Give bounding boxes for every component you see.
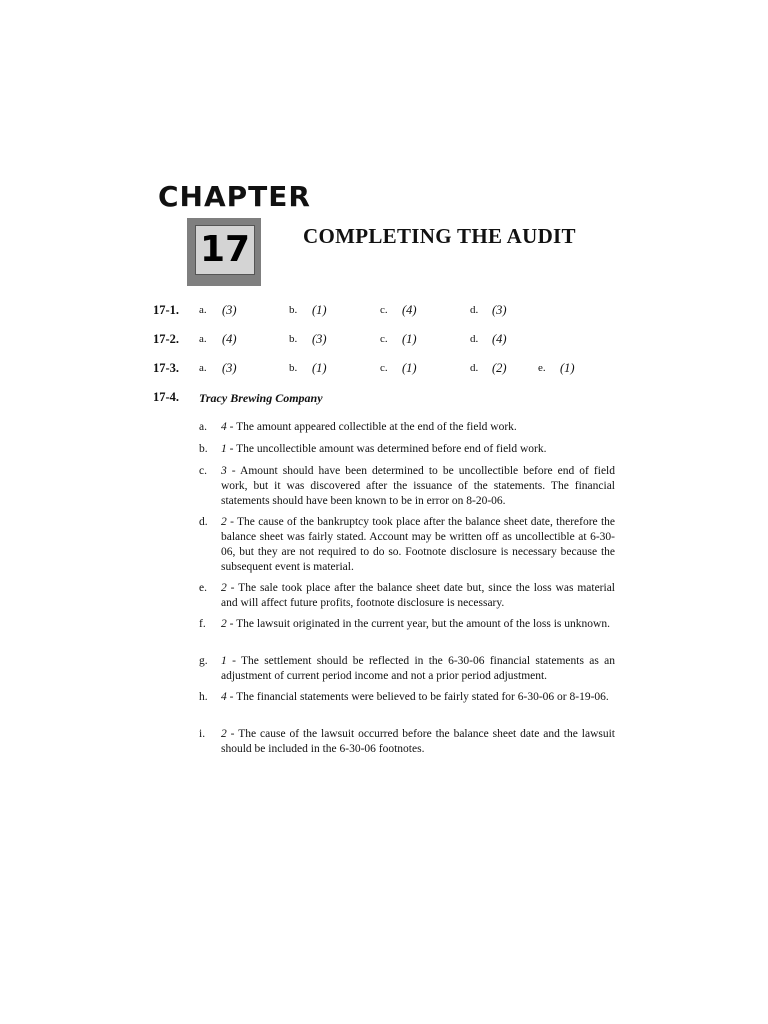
option-letter: d.	[470, 304, 479, 316]
item-letter: i.	[199, 728, 206, 740]
option-letter: c.	[380, 333, 388, 345]
item-letter: a.	[199, 421, 207, 433]
chapter-number: 17	[195, 225, 255, 275]
option-letter: b.	[289, 362, 298, 374]
question-number: 17-3.	[153, 361, 180, 375]
item-answer: 2	[221, 582, 227, 594]
case-item	[199, 690, 615, 705]
item-letter: h.	[199, 691, 208, 703]
chapter-title: COMPLETING THE AUDIT	[303, 224, 576, 248]
question-row	[0, 303, 768, 321]
option-letter: b.	[289, 333, 298, 345]
case-item	[199, 727, 615, 757]
item-text: - The settlement should be reflected in the 6-30-06 financial statements as an adjustment of current period income and not a prior period adjustment.	[221, 655, 615, 682]
option-answer: (1)	[402, 332, 417, 346]
option-answer: (4)	[492, 332, 507, 346]
option-letter: a.	[199, 333, 207, 345]
case-title: Tracy Brewing Company	[199, 391, 323, 405]
item-answer: 2	[221, 516, 227, 528]
option-letter: c.	[380, 304, 388, 316]
item-letter: d.	[199, 516, 208, 528]
option-letter: d.	[470, 333, 479, 345]
question-row	[0, 361, 768, 379]
case-item	[199, 654, 615, 684]
case-item	[199, 442, 615, 457]
item-answer: 4	[221, 421, 227, 433]
item-answer: 1	[221, 443, 227, 455]
option-answer: (1)	[560, 361, 575, 375]
option-letter: c.	[380, 362, 388, 374]
case-item	[199, 420, 615, 435]
option-answer: (3)	[222, 303, 237, 317]
case-item	[199, 617, 615, 632]
question-number: 17-1.	[153, 303, 180, 317]
item-letter: b.	[199, 443, 208, 455]
item-letter: e.	[199, 582, 207, 594]
option-letter: a.	[199, 362, 207, 374]
option-answer: (1)	[312, 303, 327, 317]
chapter-number-box	[187, 218, 261, 286]
option-letter: e.	[538, 362, 546, 374]
option-answer: (1)	[312, 361, 327, 375]
question-number: 17-2.	[153, 332, 180, 346]
option-letter: d.	[470, 362, 479, 374]
item-text: - The financial statements were believed to be fairly stated for 6-30-06 or 8-19-06.	[226, 691, 609, 703]
item-text: - The uncollectible amount was determined before end of field work.	[226, 443, 547, 455]
option-answer: (3)	[312, 332, 327, 346]
item-text: - The amount appeared collectible at the end of the field work.	[226, 421, 517, 433]
item-text: - The sale took place after the balance sheet date but, since the loss was material and will affect future profits, footnote disclosure is necessary.	[221, 582, 615, 609]
case-item	[199, 515, 615, 575]
item-text: - The cause of the bankruptcy took place after the balance sheet date, therefore the balance sheet was fairly stated. Account may be written off as uncollectible at 6-30-06, but they are not required to do so. Footnote disclosure is necessary because the subsequent event is material.	[221, 516, 615, 573]
option-answer: (2)	[492, 361, 507, 375]
item-letter: c.	[199, 465, 207, 477]
item-text: - Amount should have been determined to be uncollectible before end of field work, but it was discovered after the issuance of the statements. The financial statements should have been known to be in error on 8-20-06.	[221, 465, 615, 507]
case-item	[199, 464, 615, 509]
option-letter: a.	[199, 304, 207, 316]
case-item	[199, 581, 615, 611]
option-answer: (4)	[402, 303, 417, 317]
case-header	[0, 390, 768, 408]
option-answer: (3)	[222, 361, 237, 375]
item-answer: 4	[221, 691, 227, 703]
question-number: 17-4.	[153, 390, 180, 404]
option-answer: (1)	[402, 361, 417, 375]
item-answer: 2	[221, 728, 227, 740]
item-letter: g.	[199, 655, 208, 667]
option-letter: b.	[289, 304, 298, 316]
option-answer: (3)	[492, 303, 507, 317]
chapter-label: CHAPTER	[158, 180, 311, 213]
item-answer: 2	[221, 618, 227, 630]
item-answer: 1	[221, 655, 227, 667]
question-row	[0, 332, 768, 350]
item-letter: f.	[199, 618, 206, 630]
item-text: - The lawsuit originated in the current year, but the amount of the loss is unknown.	[226, 618, 610, 630]
option-answer: (4)	[222, 332, 237, 346]
item-text: - The cause of the lawsuit occurred before the balance sheet date and the lawsuit should be included in the 6-30-06 footnotes.	[221, 728, 615, 755]
item-answer: 3	[221, 465, 227, 477]
